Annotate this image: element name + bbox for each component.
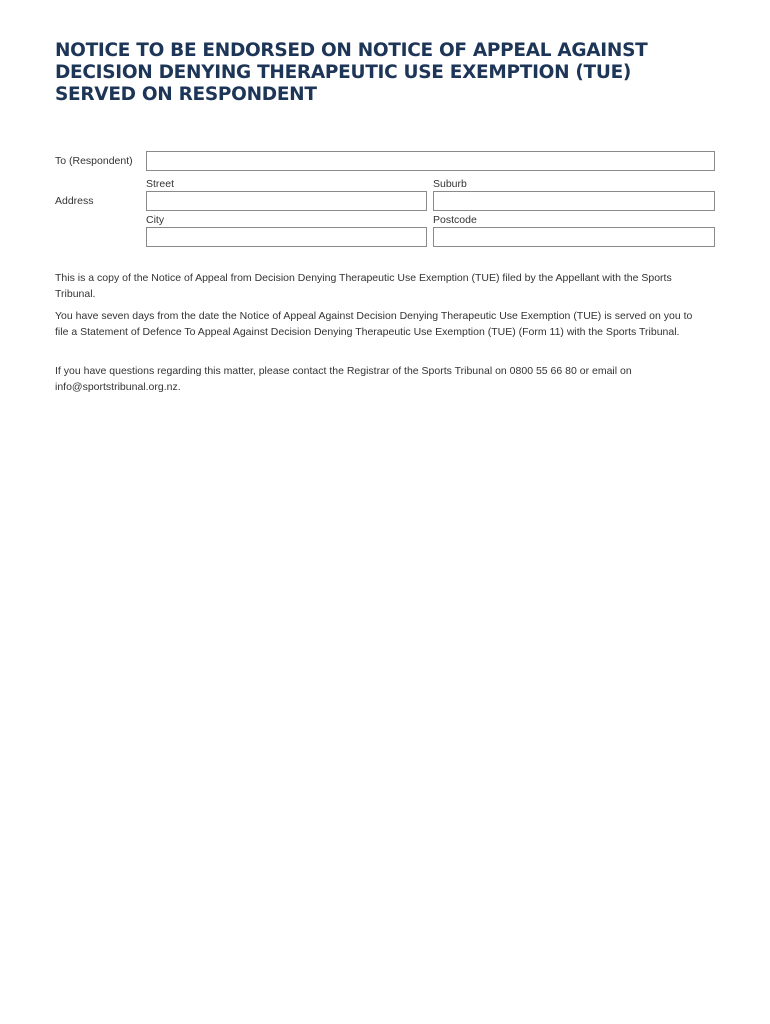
city-input[interactable] [146, 227, 427, 247]
copy-notice-paragraph: This is a copy of the Notice of Appeal from Decision Denying Therapeutic Use Exemption (TUE) filed by the Appellant with the Sports Tribunal. [55, 272, 672, 300]
to-respondent-label: To (Respondent) [55, 155, 133, 167]
to-respondent-input[interactable] [146, 151, 715, 171]
street-input[interactable] [146, 191, 427, 211]
document-title: NOTICE TO BE ENDORSED ON NOTICE OF APPEAL AGAINST DECISION DENYING THERAPEUTIC USE EXEMPTION (TUE) SERVED ON RESPONDENT [55, 40, 648, 105]
suburb-label: Suburb [433, 178, 467, 190]
postcode-input[interactable] [433, 227, 715, 247]
seven-days-paragraph: You have seven days from the date the Notice of Appeal Against Decision Denying Therapeutic Use Exemption (TUE) is served on you to file a Statement of Defence To Appeal Against Decision Denying Therapeutic Use Exemption (TUE) (Form 11) with the Sports Tribunal. [55, 310, 693, 338]
street-label: Street [146, 178, 175, 190]
postcode-label: Postcode [433, 214, 477, 226]
address-label: Address [55, 195, 94, 207]
contact-paragraph: If you have questions regarding this matter, please contact the Registrar of the Sports Tribunal on 0800 55 66 80 or email on info@sportstribunal.org.nz. [55, 365, 632, 393]
city-label: City [146, 214, 165, 226]
suburb-input[interactable] [433, 191, 715, 211]
